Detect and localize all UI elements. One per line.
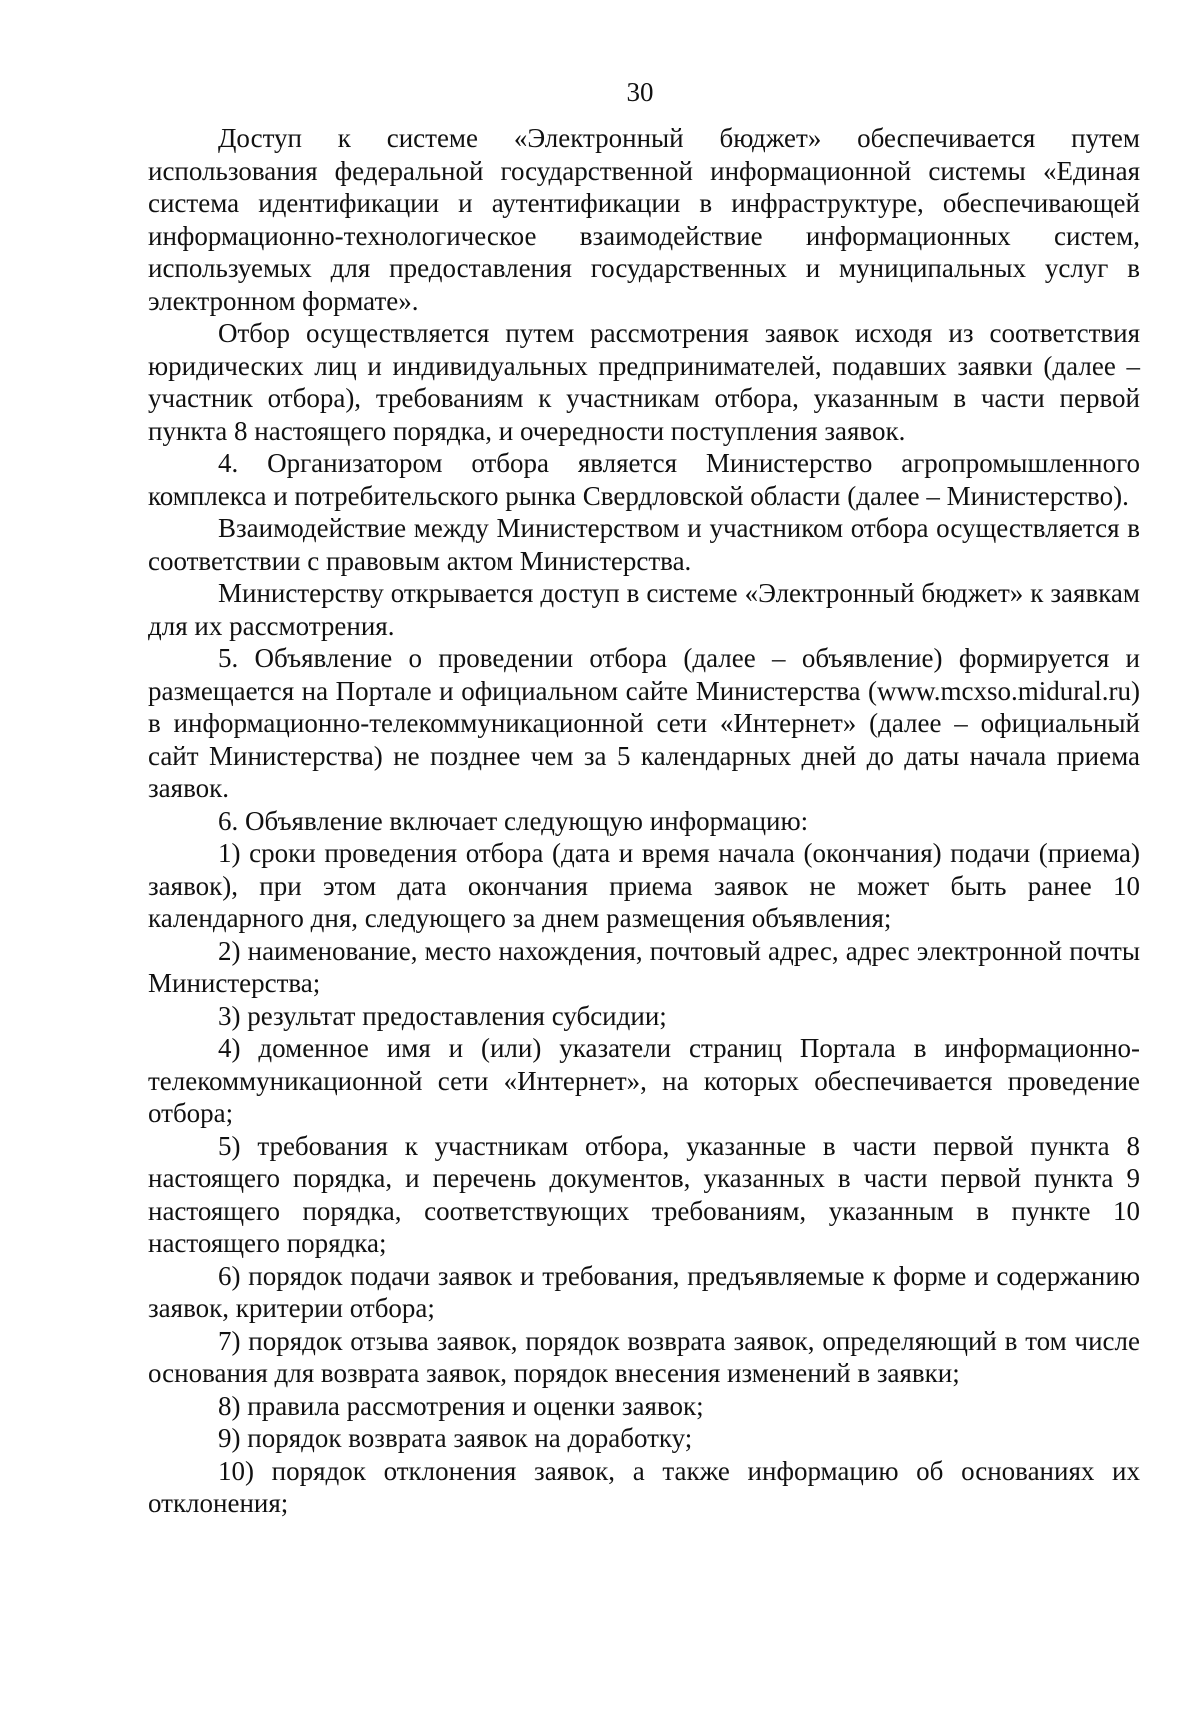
list-item: 8) правила рассмотрения и оценки заявок; (218, 1390, 704, 1421)
paragraph: Доступ к системе «Электронный бюджет» обеспечивается путем использования федеральной государственной информационной системы «Единая система идентификации и аутентификации в инфраструктуре, обеспечивающей информационно-технологическое взаимодействие информационных систем, используемых для предоставления государственных и муниципальных услуг в электронном формате». (148, 123, 1140, 316)
list-item: 4) доменное имя и (или) указатели страниц Портала в информационно-телекоммуникационной сети «Интернет», на которых обеспечивается проведение отбора; (148, 1033, 1140, 1128)
list-item: 9) порядок возврата заявок на доработку; (218, 1423, 693, 1453)
paragraph: 4. Организатором отбора является Министерство агропромышленного комплекса и потребительского рынка Свердловской области (далее – Министерство). (148, 448, 1140, 511)
document-body (148, 122, 1140, 1520)
paragraph: Министерству открывается доступ в системе «Электронный бюджет» к заявкам для их рассмотрения. (148, 578, 1140, 641)
list-item: 5) требования к участникам отбора, указанные в части первой пункта 8 настоящего порядка, и перечень документов, указанных в части первой пункта 9 настоящего порядка, соответствующих требованиям, указанным в пункте 10 настоящего порядка; (148, 1130, 1140, 1258)
list-item: 2) наименование, место нахождения, почтовый адрес, адрес электронной почты Министерства; (148, 935, 1140, 998)
list-item: 10) порядок отклонения заявок, а также информацию об основаниях их отклонения; (148, 1455, 1140, 1518)
list-item: 1) сроки проведения отбора (дата и время начала (окончания) подачи (приема) заявок), при этом дата окончания приема заявок не может быть ранее 10 календарного дня, следующего за днем размещения объявления; (148, 838, 1140, 933)
paragraph: 5. Объявление о проведении отбора (далее – объявление) формируется и размещается на Портале и официальном сайте Министерства (www.mcxso.midural.ru) в информационно-телекоммуникационной сети «Интернет» (далее – официальный сайт Министерства) не позднее чем за 5 календарных дней до даты начала приема заявок. (148, 643, 1140, 803)
paragraph: Отбор осуществляется путем рассмотрения заявок исходя из соответствия юридических лиц и индивидуальных предпринимателей, подавших заявки (далее – участник отбора), требованиям к участникам отбора, указанным в части первой пункта 8 настоящего порядка, и очередности поступления заявок. (148, 318, 1140, 446)
list-item: 3) результат предоставления субсидии; (218, 1000, 667, 1031)
page-number: 30 (626, 77, 654, 107)
list-item: 7) порядок отзыва заявок, порядок возврата заявок, определяющий в том числе основания для возврата заявок, порядок внесения изменений в заявки; (148, 1325, 1140, 1388)
paragraph: 6. Объявление включает следующую информацию: (218, 805, 809, 836)
paragraph: Взаимодействие между Министерством и участником отбора осуществляется в соответствии с правовым актом Министерства. (148, 513, 1140, 576)
list-item: 6) порядок подачи заявок и требования, предъявляемые к форме и содержанию заявок, критерии отбора; (148, 1260, 1140, 1323)
